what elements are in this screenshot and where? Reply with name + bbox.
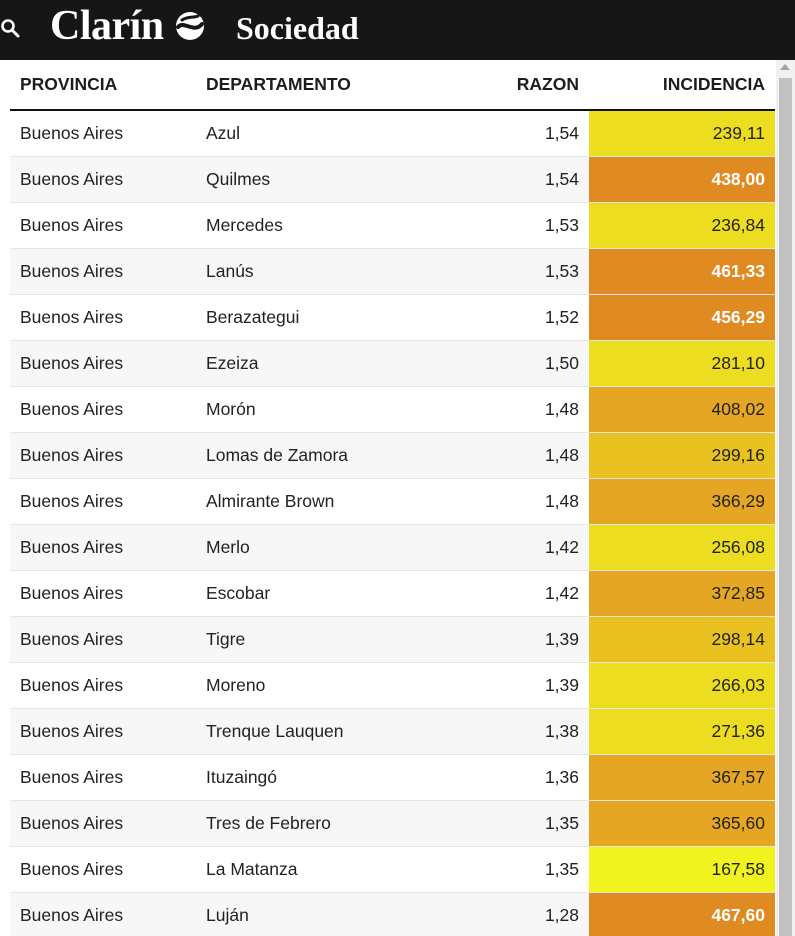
cell-departamento: Merlo bbox=[196, 524, 431, 570]
cell-razon: 1,54 bbox=[431, 156, 589, 202]
table-row bbox=[10, 800, 775, 846]
column-header-incidencia[interactable]: INCIDENCIA bbox=[589, 60, 775, 110]
column-header-razon[interactable]: RAZON bbox=[431, 60, 589, 110]
table-body bbox=[10, 110, 775, 936]
vertical-scrollbar[interactable] bbox=[776, 60, 795, 936]
cell-departamento: Lanús bbox=[196, 248, 431, 294]
cell-provincia: Buenos Aires bbox=[10, 386, 196, 432]
cell-incidencia: 239,11 bbox=[589, 110, 775, 156]
cell-incidencia: 236,84 bbox=[589, 202, 775, 248]
cell-razon: 1,50 bbox=[431, 340, 589, 386]
table-row bbox=[10, 708, 775, 754]
cell-provincia: Buenos Aires bbox=[10, 478, 196, 524]
table-row bbox=[10, 570, 775, 616]
cell-razon: 1,38 bbox=[431, 708, 589, 754]
cell-provincia: Buenos Aires bbox=[10, 846, 196, 892]
cell-incidencia: 271,36 bbox=[589, 708, 775, 754]
top-bar bbox=[0, 0, 795, 60]
table-row bbox=[10, 202, 775, 248]
cell-departamento: Tigre bbox=[196, 616, 431, 662]
cell-provincia: Buenos Aires bbox=[10, 754, 196, 800]
cell-provincia: Buenos Aires bbox=[10, 662, 196, 708]
table-row bbox=[10, 846, 775, 892]
scrollbar-thumb[interactable] bbox=[779, 78, 792, 936]
cell-razon: 1,39 bbox=[431, 662, 589, 708]
cell-incidencia: 256,08 bbox=[589, 524, 775, 570]
cell-razon: 1,35 bbox=[431, 800, 589, 846]
search-icon[interactable] bbox=[0, 18, 22, 40]
cell-incidencia: 281,10 bbox=[589, 340, 775, 386]
cell-razon: 1,48 bbox=[431, 386, 589, 432]
section-title[interactable]: Sociedad bbox=[236, 10, 359, 46]
cell-departamento: Mercedes bbox=[196, 202, 431, 248]
cell-provincia: Buenos Aires bbox=[10, 248, 196, 294]
table-row bbox=[10, 386, 775, 432]
table-row bbox=[10, 156, 775, 202]
table-row bbox=[10, 616, 775, 662]
table-row bbox=[10, 892, 775, 936]
column-header-provincia[interactable]: PROVINCIA bbox=[10, 60, 196, 110]
table-row bbox=[10, 340, 775, 386]
cell-incidencia: 367,57 bbox=[589, 754, 775, 800]
table-row bbox=[10, 432, 775, 478]
cell-incidencia: 408,02 bbox=[589, 386, 775, 432]
cell-provincia: Buenos Aires bbox=[10, 202, 196, 248]
cell-incidencia: 456,29 bbox=[589, 294, 775, 340]
cell-departamento: Morón bbox=[196, 386, 431, 432]
clarin-logo[interactable]: Clarín bbox=[50, 3, 164, 49]
data-table bbox=[10, 60, 775, 936]
cell-provincia: Buenos Aires bbox=[10, 524, 196, 570]
cell-provincia: Buenos Aires bbox=[10, 432, 196, 478]
cell-provincia: Buenos Aires bbox=[10, 892, 196, 936]
cell-razon: 1,54 bbox=[431, 110, 589, 156]
cell-provincia: Buenos Aires bbox=[10, 340, 196, 386]
cell-incidencia: 461,33 bbox=[589, 248, 775, 294]
table-row bbox=[10, 662, 775, 708]
cell-razon: 1,36 bbox=[431, 754, 589, 800]
cell-incidencia: 438,00 bbox=[589, 156, 775, 202]
table-row bbox=[10, 754, 775, 800]
cell-razon: 1,48 bbox=[431, 478, 589, 524]
cell-departamento: Trenque Lauquen bbox=[196, 708, 431, 754]
cell-razon: 1,42 bbox=[431, 524, 589, 570]
cell-provincia: Buenos Aires bbox=[10, 616, 196, 662]
cell-razon: 1,53 bbox=[431, 248, 589, 294]
data-table-container bbox=[10, 60, 775, 936]
scroll-up-arrow-icon[interactable] bbox=[780, 64, 790, 70]
cell-incidencia: 299,16 bbox=[589, 432, 775, 478]
cell-departamento: Luján bbox=[196, 892, 431, 936]
cell-incidencia: 366,29 bbox=[589, 478, 775, 524]
cell-razon: 1,53 bbox=[431, 202, 589, 248]
cell-incidencia: 266,03 bbox=[589, 662, 775, 708]
cell-incidencia: 365,60 bbox=[589, 800, 775, 846]
column-header-departamento[interactable]: DEPARTAMENTO bbox=[196, 60, 431, 110]
clarin-logo-mark-icon bbox=[172, 10, 208, 42]
cell-departamento: Almirante Brown bbox=[196, 478, 431, 524]
cell-razon: 1,35 bbox=[431, 846, 589, 892]
cell-provincia: Buenos Aires bbox=[10, 708, 196, 754]
cell-departamento: Quilmes bbox=[196, 156, 431, 202]
cell-provincia: Buenos Aires bbox=[10, 110, 196, 156]
cell-departamento: La Matanza bbox=[196, 846, 431, 892]
cell-provincia: Buenos Aires bbox=[10, 800, 196, 846]
cell-incidencia: 372,85 bbox=[589, 570, 775, 616]
cell-razon: 1,52 bbox=[431, 294, 589, 340]
cell-departamento: Ituzaingó bbox=[196, 754, 431, 800]
cell-razon: 1,39 bbox=[431, 616, 589, 662]
cell-departamento: Ezeiza bbox=[196, 340, 431, 386]
cell-razon: 1,28 bbox=[431, 892, 589, 936]
cell-provincia: Buenos Aires bbox=[10, 570, 196, 616]
cell-razon: 1,42 bbox=[431, 570, 589, 616]
cell-departamento: Azul bbox=[196, 110, 431, 156]
cell-departamento: Tres de Febrero bbox=[196, 800, 431, 846]
cell-departamento: Berazategui bbox=[196, 294, 431, 340]
table-row bbox=[10, 248, 775, 294]
cell-provincia: Buenos Aires bbox=[10, 294, 196, 340]
cell-incidencia: 167,58 bbox=[589, 846, 775, 892]
table-row bbox=[10, 478, 775, 524]
cell-incidencia: 298,14 bbox=[589, 616, 775, 662]
table-row bbox=[10, 524, 775, 570]
cell-incidencia: 467,60 bbox=[589, 892, 775, 936]
cell-departamento: Moreno bbox=[196, 662, 431, 708]
cell-provincia: Buenos Aires bbox=[10, 156, 196, 202]
table-header-row bbox=[10, 60, 775, 110]
table-row bbox=[10, 294, 775, 340]
cell-departamento: Escobar bbox=[196, 570, 431, 616]
cell-razon: 1,48 bbox=[431, 432, 589, 478]
table-row bbox=[10, 110, 775, 156]
cell-departamento: Lomas de Zamora bbox=[196, 432, 431, 478]
